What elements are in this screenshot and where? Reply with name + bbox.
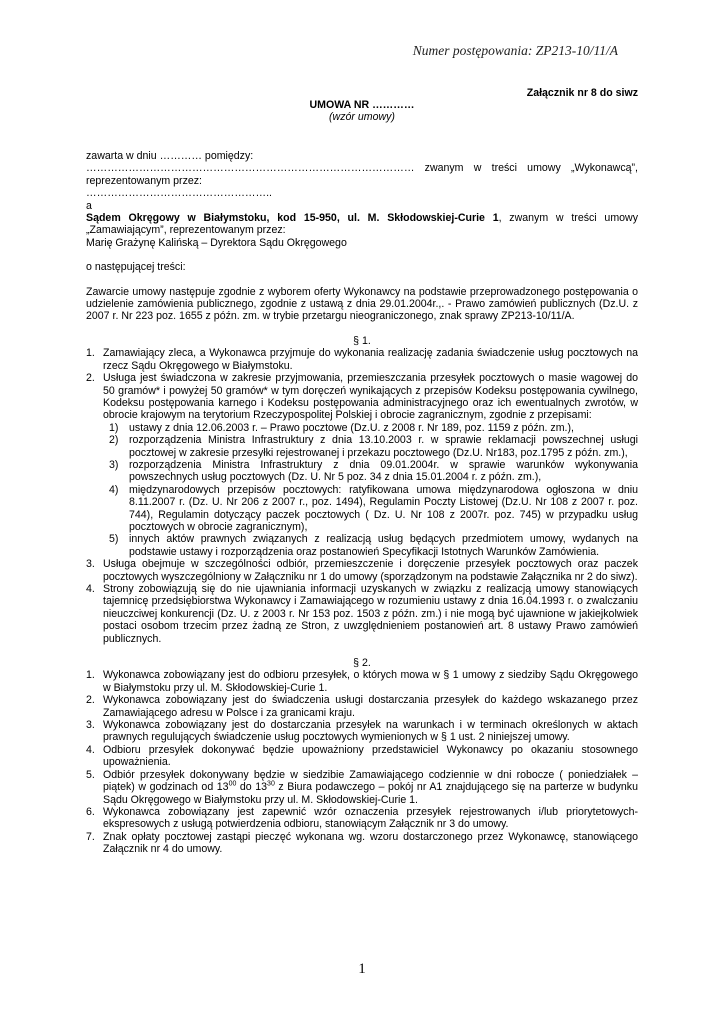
list-item (86, 694, 638, 719)
section-2-heading: § 2. (353, 657, 371, 670)
item-number: 1. (86, 669, 95, 682)
item-text: Usługa jest świadczona w zakresie przyjmowania, przemieszczania przesyłek pocztowych o masie wagowej do 50 gramów* i powyżej 50 gramów* w tym doręczeń wynikających z przepisów Kodeksu postępowania cywilnego, Kodeksu postępowania karnego i Kodeksu postępowania administracyjnego oraz ich ewentualnych zwrotów, w obrocie krajowym na terytorium Rzeczypospolitej Polskiej i obrocie zagranicznym, zgodnie z przepisami: (103, 372, 638, 422)
section-1-list (86, 347, 638, 645)
item-text: do 13 (236, 781, 268, 794)
item-number: 2. (86, 372, 95, 385)
page-number: 1 (358, 961, 366, 977)
item-text: Odbiór przesyłek dokonywany będzie w siedzibie Zamawiającego codziennie w dni robocze ( poniedziałek – piątek) w godzinach od 13 (103, 768, 638, 794)
sub-item-text: międzynarodowych przepisów pocztowych: ratyfikowana umowa międzynarodowa ogłoszona w dniu 8.11.2007 r. (Dz. U. Nr 206 z 2007 r., poz. 1494), Regulamin Poczty Listowej (Dz.U. Nr 108 z 2007 r. poz. 744), Regulamin dotyczący paczek pocztowych ( Dz. U. Nr 108 z 2007r. poz. 745) w przypadku usług pocztowych w obrocie zagranicznym), (129, 483, 638, 533)
concluded-line: zawarta w dniu ………… pomiędzy: (86, 150, 254, 162)
attachment-label: Załącznik nr 8 do siwz (526, 87, 638, 99)
sub-list-item (103, 533, 638, 558)
item-text: Wykonawca zobowiązany jest do odbioru przesyłek, o których mowa w § 1 umowy z siedziby Sądu Okręgowego w Białymstoku przy ul. M. Skłodowskiej-Curie 1. (103, 669, 638, 694)
court-rest: , zwanym w treści umowy „Zamawiającym”, reprezentowanym przez: (86, 212, 638, 237)
case-number: Numer postępowania: ZP213-10/11/A (412, 43, 618, 58)
regulations-list (103, 422, 638, 558)
and-line: a (86, 199, 92, 212)
time-superscript: 30 (267, 780, 275, 788)
item-text: Usługa obejmuje w szczególności odbiór, przemieszczenie i doręczenie przesyłek pocztowych oraz paczek pocztowych wyszczególniony w Załączniku nr 1 do umowy (sporządzonym na podstawie Załącznika nr 2 do siwz). (103, 558, 638, 583)
item-text: z Biura podawczego – pokój nr A1 znajdującego się na parterze w budynku Sądu Okręgowego w Białymstoku przy ul. M. Skłodowskiej-Curie 1. (103, 781, 638, 806)
item-text: Strony zobowiązują się do nie ujawniania informacji uzyskanych w związku z realizacją umowy stanowiących tajemnicę przedsiębiorstwa Wykonawcy i Zamawiającego w rozumieniu ustawy z dnia 16.04.1993 r. o zwalczaniu nieuczciwej konkurencji (Dz. U. z 2003 r. Nr 153 poz. 1503 z późn. zm.) i nie mogą być ujawnione w jakiejkolwiek postaci osobom trzecim przez żadną ze Stron, z uwzględnieniem postanowień art. 8 ustawy Prawo zamówień publicznych. (103, 583, 638, 645)
item-text: Odbioru przesyłek dokonywać będzie upoważniony przedstawiciel Wykonawcy po okazaniu stosownego upoważnienia. (103, 743, 638, 769)
list-item (86, 719, 638, 744)
item-number: 4. (86, 583, 95, 595)
sub-item-number: 4) (109, 483, 119, 496)
sub-item-text: innych aktów prawnych związanych z realizacją usług będących przedmiotem umowy, wydanych na podstawie ustawy i rozporządzenia oraz postanowień Specyfikacji Istotnych Warunków Zamówienia. (129, 533, 638, 558)
sub-item-number: 1) (109, 421, 119, 434)
document-body (86, 150, 638, 856)
sub-list-item (103, 484, 638, 534)
court-name: Sądem Okręgowy w Białymstoku, kod 15-950, ul. M. Skłodowskiej-Curie 1 (86, 212, 499, 225)
item-text: Wykonawca zobowiązany jest do świadczenia usługi dostarczania przesyłek do każdego wskazanego przez Zamawiającego adresu w Polsce i za granicami kraju. (103, 694, 638, 719)
contractor-line: ………………………………………………………………………………… zwanym w treści umowy „Wykonawcą”, reprezentowanym przez: (86, 162, 638, 187)
list-item (86, 669, 638, 694)
sub-item-text: ustawy z dnia 12.06.2003 r. – Prawo pocztowe (Dz.U. z 2008 r. Nr 189, poz. 1159 z późn. zm.), (129, 421, 574, 434)
sub-list-item (103, 422, 638, 434)
item-text: Znak opłaty pocztowej zastąpi pieczęć wykonana wg. wzoru dostarczonego przez Wykonawcę, stanowiącego Załącznik nr 4 do umowy. (103, 830, 638, 856)
sub-list-item (103, 434, 638, 459)
section-1-heading: § 1. (353, 334, 371, 347)
sub-list-item (103, 459, 638, 484)
list-item (86, 558, 638, 583)
court-representative: Marię Grażynę Kalińską – Dyrektora Sądu Okręgowego (86, 236, 347, 249)
item-text: Zamawiający zleca, a Wykonawca przyjmuje do wykonania realizację zadania świadczenie usług pocztowych na rzecz Sądu Okręgowego w Białymstoku. (103, 347, 638, 372)
following-line: o następującej treści: (86, 261, 186, 274)
item-number: 3. (86, 719, 95, 732)
list-item (86, 831, 638, 856)
sub-item-text: rozporządzenia Ministra Infrastruktury z dnia 09.01.2004r. w sprawie warunków wykonywania powszechnych usług pocztowych (Dz. U. Nr 5 poz. 34 z dnia 15.01.2004 r. z późn. zm.), (129, 458, 638, 484)
basis-paragraph: Zawarcie umowy następuje zgodnie z wyborem oferty Wykonawcy na podstawie przeprowadzonego postępowania o udzielenie zamówienia publicznego, zgodnie z ustawą z dnia 29.01.2004r.,. - Prawo zamówień publicznych (Dz.U. z 2007 r. Nr 223 poz. 1655 z późn. zm. w trybie przetargu nieograniczonego, znak sprawy ZP213-10/11/A. (86, 285, 638, 323)
time-superscript: 00 (228, 780, 237, 788)
item-text: Wykonawca zobowiązany jest zapewnić wzór oznaczenia przesyłek rejestrowanych i/lub priorytetowych-ekspresowych z usługą potwierdzenia odbioru, stanowiącym Załącznik nr 3 do umowy. (103, 805, 638, 831)
item-number: 7. (86, 830, 95, 843)
item-number: 6. (86, 805, 95, 818)
document-subtitle: (wzór umowy) (329, 111, 395, 123)
court-paragraph (86, 212, 638, 237)
item-number: 3. (86, 558, 95, 571)
item-text: Wykonawca zobowiązany jest do dostarczania przesyłek na warunkach i w terminach określonych w aktach prawnych regulujących świadczenie usług pocztowych wymienionych w § 1 ust. 2 niniejszej umowy. (103, 719, 638, 744)
item-number: 4. (86, 743, 95, 756)
section-2-list (86, 669, 638, 855)
sub-item-text: rozporządzenia Ministra Infrastruktury z dnia 13.10.2003 r. w sprawie reklamacji powszechnej usługi pocztowej w zakresie przesyłki rejestrowanej i przekazu pocztowego (Dz.U. Nr183, poz.1795 z późn. zm.), (129, 434, 638, 459)
sub-item-number: 2) (109, 434, 119, 447)
list-item (86, 372, 638, 558)
item-number: 2. (86, 694, 95, 707)
sub-item-number: 3) (109, 458, 119, 471)
list-item (86, 347, 638, 372)
representative-line: …………………………………………….. (86, 187, 272, 200)
list-item (86, 769, 638, 806)
item-number: 1. (86, 347, 95, 360)
document-title: UMOWA NR ………… (309, 99, 415, 111)
list-item (86, 806, 638, 831)
list-item (86, 583, 638, 645)
item-number: 5. (86, 768, 95, 781)
sub-item-number: 5) (109, 533, 119, 546)
list-item (86, 744, 638, 769)
